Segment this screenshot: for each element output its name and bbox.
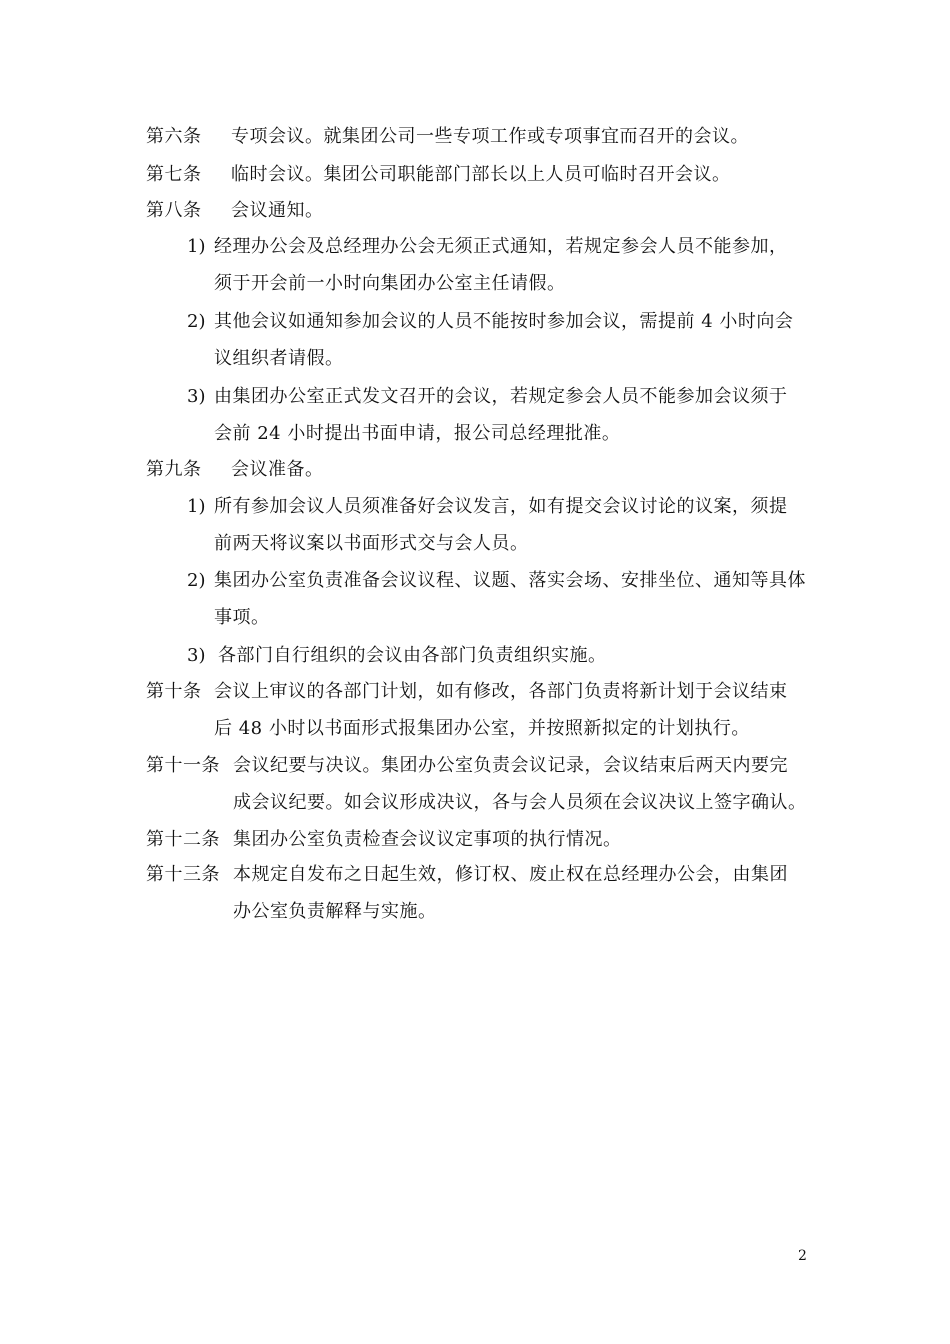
article-text: 专项会议。就集团公司一些专项工作或专项事宜而召开的会议。 bbox=[231, 126, 749, 147]
article-label: 第八条 bbox=[146, 200, 202, 221]
article-text: 集团办公室负责检查会议议定事项的执行情况。 bbox=[233, 829, 622, 850]
article-text: 会议纪要与决议。集团办公室负责会议记录，会议结束后两天内要完 bbox=[233, 755, 788, 776]
item-number: 1) bbox=[187, 236, 206, 257]
article-label: 第十三条 bbox=[146, 864, 220, 885]
item-text: 各部门自行组织的会议由各部门负责组织实施。 bbox=[218, 645, 607, 666]
item-number: 3) bbox=[187, 645, 206, 666]
item-text: 前两天将议案以书面形式交与会人员。 bbox=[214, 533, 529, 554]
item-text: 经理办公会及总经理办公会无须正式通知，若规定参会人员不能参加， bbox=[214, 236, 788, 257]
item-text: 集团办公室负责准备会议议程、议题、落实会场、安排坐位、通知等具体 bbox=[214, 570, 806, 591]
article-text: 成会议纪要。如会议形成决议，各与会人员须在会议决议上签字确认。 bbox=[233, 792, 807, 813]
article-text: 临时会议。集团公司职能部门部长以上人员可临时召开会议。 bbox=[231, 164, 731, 185]
article-label: 第十二条 bbox=[146, 829, 220, 850]
article-label: 第七条 bbox=[146, 164, 202, 185]
article-label: 第十条 bbox=[146, 681, 202, 702]
article-label: 第六条 bbox=[146, 126, 202, 147]
article-text: 会议通知。 bbox=[231, 200, 324, 221]
item-text: 会前 24 小时提出书面申请，报公司总经理批准。 bbox=[214, 423, 621, 444]
article-text: 会议准备。 bbox=[231, 459, 324, 480]
page-number: 2 bbox=[798, 1248, 807, 1264]
item-number: 1) bbox=[187, 496, 206, 517]
item-text: 须于开会前一小时向集团办公室主任请假。 bbox=[214, 273, 566, 294]
item-text: 议组织者请假。 bbox=[214, 348, 344, 369]
article-text: 办公室负责解释与实施。 bbox=[233, 901, 437, 922]
item-text: 事项。 bbox=[214, 607, 270, 628]
article-text: 后 48 小时以书面形式报集团办公室，并按照新拟定的计划执行。 bbox=[214, 718, 750, 739]
article-label: 第十一条 bbox=[146, 755, 220, 776]
item-text: 由集团办公室正式发文召开的会议，若规定参会人员不能参加会议须于 bbox=[214, 386, 788, 407]
item-number: 2) bbox=[187, 570, 206, 591]
item-text: 其他会议如通知参加会议的人员不能按时参加会议，需提前 4 小时向会 bbox=[214, 311, 794, 332]
item-text: 所有参加会议人员须准备好会议发言，如有提交会议讨论的议案，须提 bbox=[214, 496, 788, 517]
item-number: 3) bbox=[187, 386, 206, 407]
article-text: 会议上审议的各部门计划，如有修改，各部门负责将新计划于会议结束 bbox=[214, 681, 788, 702]
item-number: 2) bbox=[187, 311, 206, 332]
article-text: 本规定自发布之日起生效，修订权、废止权在总经理办公会，由集团 bbox=[233, 864, 788, 885]
article-label: 第九条 bbox=[146, 459, 202, 480]
